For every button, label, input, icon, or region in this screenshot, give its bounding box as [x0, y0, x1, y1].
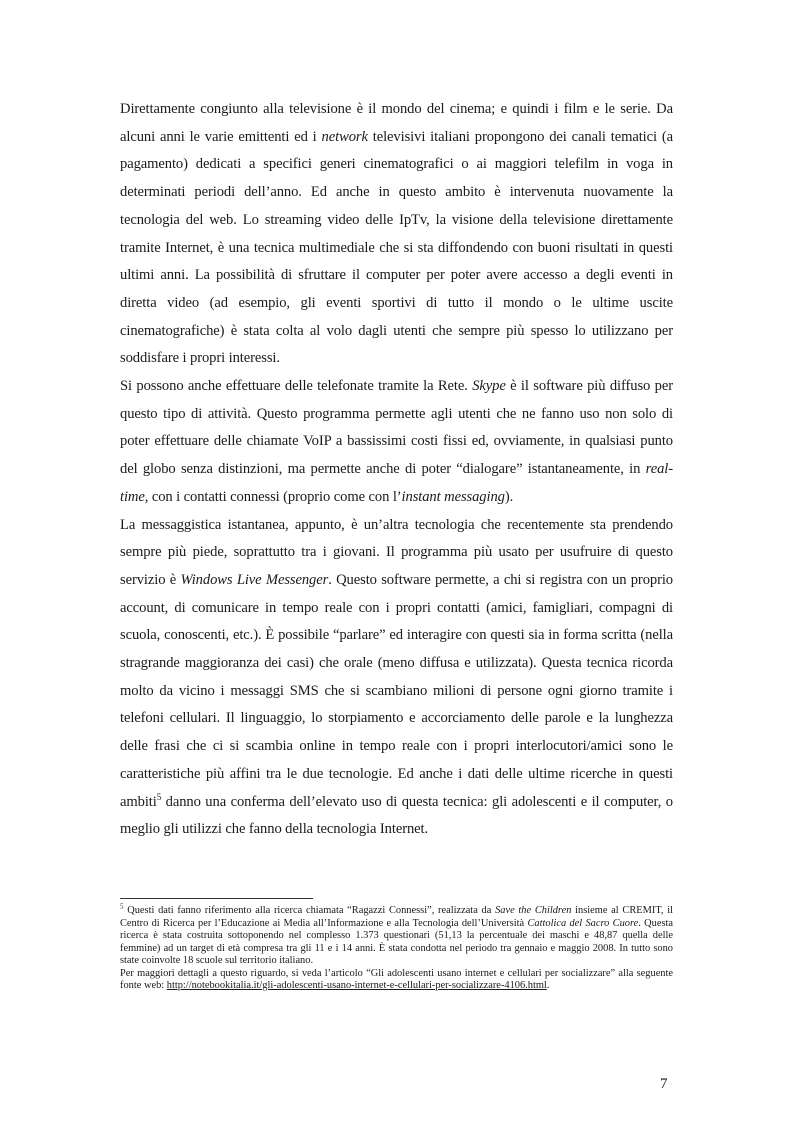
footnote-5	[120, 902, 673, 968]
paragraph-text: Direttamente congiunto alla televisione è il mondo del cinema; e quindi i film e le serie. Da alcuni anni le varie emittenti ed i	[120, 101, 673, 145]
paragraph-messaging	[120, 512, 673, 844]
italic-term: instant messaging	[401, 488, 505, 505]
italic-term: real-time	[120, 461, 673, 505]
paragraph-text: Si possono anche effettuare delle telefonate tramite la Rete.	[120, 378, 473, 395]
footnote-italic: Cattolica del Sacro Cuore	[527, 917, 639, 929]
italic-term: network	[321, 128, 368, 145]
paragraph-skype	[120, 373, 673, 512]
footnote-text: insieme al CREMIT, il Centro di Ricerca per l’Educazione ai Media all’Informazione e alla Tecnologia dell’Università	[120, 905, 673, 929]
footnote-divider	[120, 898, 313, 899]
source-link[interactable]: http://notebookitalia.it/gli-adolescenti-usano-internet-e-cellulari-per-socializzare-4106.html	[166, 980, 547, 991]
page-number: 7	[660, 1076, 668, 1092]
footnote-text: . Questa ricerca è stata costruita sottoponendo nel complesso 1.373 questionari (51,13 la percentuale dei maschi e 48,87 quella delle femmine) ad un target di età compresa tra gli 11 e i 14 anni. È stata condotta nel periodo tra gennaio e maggio 2008. In tutto sono state coinvolte 18 scuole sul territorio italiano.	[120, 917, 673, 966]
paragraph-cinema	[120, 96, 673, 373]
paragraph-text: , con i contatti connessi (proprio come con l’	[144, 488, 402, 505]
italic-term: Skype	[472, 378, 506, 395]
paragraph-text: danno una conferma dell’elevato uso di questa tecnica: gli adolescenti e il computer, o meglio gli utilizzi che fanno della tecnologia Internet.	[120, 793, 673, 838]
main-text	[120, 96, 673, 844]
italic-term: Windows Live Messenger	[180, 571, 329, 588]
footnote-reference: 5	[156, 791, 162, 802]
footnote-text: Questi dati fanno riferimento alla ricerca chiamata “Ragazzi Connessi”, realizzata da	[123, 905, 496, 916]
paragraph-text: . Questo software permette, a chi si registra con un proprio account, di comunicare in tempo reale con i propri contatti (amici, famigliari, compagni di scuola, conoscenti, etc.). È possibile “parlare” ed interagire con questi sia in forma scritta (nella stragrande maggioranza dei casi) che orale (meno diffusa e utilizzata). Questa tecnica ricorda molto da vicino i messaggi SMS che si scambiano milioni di persone ogni giorno tramite i telefoni cellulari. Il linguaggio, lo storpiamento e accorciamento delle parole e la lunghezza delle frasi che ci si scambia online in tempo reale con i propri interlocutori/amici sono le caratteristiche più affini tra le due tecnologie. Ed anche i dati delle ultime ricerche in questi ambiti	[120, 571, 674, 810]
footnotes	[120, 898, 673, 993]
paragraph-text: televisivi italiani propongono dei canali tematici (a pagamento) dedicati a specifici generi cinematografici o ai maggiori telefilm in voga in determinati periodi dell’anno. Ed anche in questo ambito è intervenuta nuovamente la tecnologia del web. Lo streaming video delle IpTv, la visione della televisione direttamente tramite Internet, è una tecnica multimediale che si sta diffondendo con buoni risultati in questi ultimi anni. La possibilità di sfruttare il computer per poter avere accesso a degli eventi in diretta video (ad esempio, gli eventi sportivi di tutto il mondo o le ultime uscite cinematografiche) è stata colta al volo dagli utenti che sempre più spesso lo utilizzano per soddisfare i propri interessi.	[120, 128, 673, 367]
footnote-5-continued	[120, 968, 673, 993]
footnote-text: Per maggiori dettagli a questo riguardo, si veda l’articolo “Gli adolescenti usano internet e cellulari per socializzare” alla seguente fonte web:	[120, 967, 673, 991]
footnote-number: 5	[120, 902, 124, 911]
paragraph-text: La messaggistica istantanea, appunto, è un’altra tecnologia che recentemente sta prendendo sempre più piede, soprattutto tra i giovani. Il programma più usato per usufruire di questo servizio è	[120, 516, 673, 588]
paragraph-text: è il software più diffuso per questo tipo di attività. Questo programma permette agli utenti che ne fanno uso non solo di poter effettuare delle chiamate VoIP a bassissimi costi fissi ed, ovviamente, in qualsiasi punto del globo senza distinzioni, ma permette anche di poter “dialogare” istantaneamente, in	[120, 378, 673, 478]
footnote-italic: Save the Children	[495, 905, 572, 916]
footnote-text: .	[546, 980, 550, 991]
paragraph-text: ).	[504, 488, 514, 505]
